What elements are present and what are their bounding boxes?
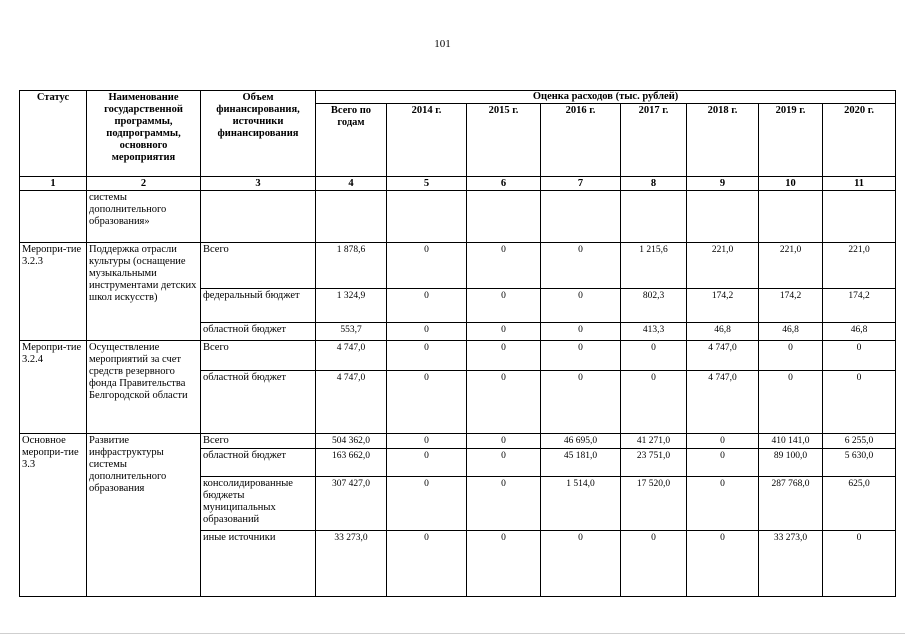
table-row bbox=[20, 434, 896, 449]
measure-name: Развитие инфраструктуры системы дополнительного образования bbox=[87, 434, 201, 597]
column-number: 7 bbox=[541, 177, 621, 191]
value-cell: 0 bbox=[823, 371, 896, 434]
value-cell: 0 bbox=[387, 323, 467, 341]
column-number: 8 bbox=[621, 177, 687, 191]
value-cell: 1 215,6 bbox=[621, 243, 687, 289]
value-cell: 6 255,0 bbox=[823, 434, 896, 449]
header-status: Статус bbox=[20, 91, 87, 177]
header-estimate: Оценка расходов (тыс. рублей) bbox=[316, 91, 896, 104]
header-year: 2014 г. bbox=[387, 104, 467, 177]
value-cell: 33 273,0 bbox=[759, 531, 823, 597]
column-number: 3 bbox=[201, 177, 316, 191]
value-cell bbox=[467, 191, 541, 243]
funding-source: Всего bbox=[201, 434, 316, 449]
header-year: 2016 г. bbox=[541, 104, 621, 177]
value-cell: 307 427,0 bbox=[316, 477, 387, 531]
funding-source: областной бюджет bbox=[201, 371, 316, 434]
value-cell: 0 bbox=[541, 289, 621, 323]
value-cell: 0 bbox=[823, 531, 896, 597]
column-number: 5 bbox=[387, 177, 467, 191]
value-cell: 0 bbox=[387, 341, 467, 371]
value-cell: 41 271,0 bbox=[621, 434, 687, 449]
value-cell: 221,0 bbox=[759, 243, 823, 289]
column-number: 4 bbox=[316, 177, 387, 191]
value-cell: 0 bbox=[687, 434, 759, 449]
value-cell: 46,8 bbox=[823, 323, 896, 341]
measure-status: Меропри-тие 3.2.3 bbox=[20, 243, 87, 341]
table-row bbox=[20, 191, 896, 243]
funding-source: Всего bbox=[201, 243, 316, 289]
value-cell: 0 bbox=[687, 531, 759, 597]
value-cell: 0 bbox=[823, 341, 896, 371]
header-total: Всего по годам bbox=[316, 104, 387, 177]
value-cell: 0 bbox=[467, 449, 541, 477]
value-cell bbox=[823, 191, 896, 243]
value-cell bbox=[687, 191, 759, 243]
value-cell: 0 bbox=[621, 371, 687, 434]
funding-source: федеральный бюджет bbox=[201, 289, 316, 323]
value-cell: 0 bbox=[467, 243, 541, 289]
value-cell: 221,0 bbox=[823, 243, 896, 289]
value-cell: 4 747,0 bbox=[316, 341, 387, 371]
value-cell: 553,7 bbox=[316, 323, 387, 341]
value-cell: 163 662,0 bbox=[316, 449, 387, 477]
page-bottom-divider bbox=[0, 633, 905, 634]
value-cell: 33 273,0 bbox=[316, 531, 387, 597]
header-year: 2020 г. bbox=[823, 104, 896, 177]
value-cell: 46,8 bbox=[687, 323, 759, 341]
value-cell bbox=[621, 191, 687, 243]
header-name: Наименование государственной программы, подпрограммы, основного мероприятия bbox=[87, 91, 201, 177]
header-year: 2017 г. bbox=[621, 104, 687, 177]
value-cell: 1 878,6 bbox=[316, 243, 387, 289]
value-cell: 23 751,0 bbox=[621, 449, 687, 477]
value-cell: 0 bbox=[541, 531, 621, 597]
value-cell: 0 bbox=[467, 434, 541, 449]
value-cell: 0 bbox=[467, 531, 541, 597]
funding-source: областной бюджет bbox=[201, 449, 316, 477]
value-cell: 0 bbox=[621, 531, 687, 597]
value-cell: 0 bbox=[387, 243, 467, 289]
header-year: 2019 г. bbox=[759, 104, 823, 177]
funding-source: иные источники bbox=[201, 531, 316, 597]
value-cell: 0 bbox=[687, 449, 759, 477]
source-cell bbox=[201, 191, 316, 243]
column-number: 10 bbox=[759, 177, 823, 191]
column-numbers-row bbox=[20, 177, 896, 191]
value-cell: 1 514,0 bbox=[541, 477, 621, 531]
value-cell: 89 100,0 bbox=[759, 449, 823, 477]
header-year: 2015 г. bbox=[467, 104, 541, 177]
value-cell: 0 bbox=[541, 341, 621, 371]
column-number: 9 bbox=[687, 177, 759, 191]
funding-source: Всего bbox=[201, 341, 316, 371]
measure-status: Меропри-тие 3.2.4 bbox=[20, 341, 87, 434]
value-cell: 5 630,0 bbox=[823, 449, 896, 477]
value-cell: 0 bbox=[467, 323, 541, 341]
value-cell: 4 747,0 bbox=[316, 371, 387, 434]
value-cell: 0 bbox=[387, 371, 467, 434]
value-cell: 174,2 bbox=[687, 289, 759, 323]
measure-name: Осуществление мероприятий за счет средств резервного фонда Правительства Белгородской области bbox=[87, 341, 201, 434]
value-cell: 0 bbox=[387, 289, 467, 323]
value-cell: 0 bbox=[759, 371, 823, 434]
value-cell: 0 bbox=[541, 371, 621, 434]
value-cell: 625,0 bbox=[823, 477, 896, 531]
value-cell: 410 141,0 bbox=[759, 434, 823, 449]
value-cell bbox=[541, 191, 621, 243]
page-number: 101 bbox=[434, 38, 451, 50]
column-number: 11 bbox=[823, 177, 896, 191]
table-row bbox=[20, 243, 896, 289]
measure-name: Поддержка отрасли культуры (оснащение музыкальными инструментами детских школ искусств) bbox=[87, 243, 201, 341]
value-cell: 0 bbox=[687, 477, 759, 531]
value-cell bbox=[759, 191, 823, 243]
value-cell: 174,2 bbox=[759, 289, 823, 323]
value-cell: 0 bbox=[387, 434, 467, 449]
column-number: 1 bbox=[20, 177, 87, 191]
value-cell bbox=[387, 191, 467, 243]
value-cell: 0 bbox=[541, 323, 621, 341]
status-cell bbox=[20, 191, 87, 243]
value-cell: 802,3 bbox=[621, 289, 687, 323]
value-cell bbox=[316, 191, 387, 243]
value-cell: 0 bbox=[759, 341, 823, 371]
value-cell: 174,2 bbox=[823, 289, 896, 323]
value-cell: 0 bbox=[541, 243, 621, 289]
value-cell: 4 747,0 bbox=[687, 341, 759, 371]
value-cell: 17 520,0 bbox=[621, 477, 687, 531]
funding-source: областной бюджет bbox=[201, 323, 316, 341]
column-number: 2 bbox=[87, 177, 201, 191]
value-cell: 46,8 bbox=[759, 323, 823, 341]
value-cell: 287 768,0 bbox=[759, 477, 823, 531]
column-number: 6 bbox=[467, 177, 541, 191]
value-cell: 0 bbox=[467, 289, 541, 323]
value-cell: 45 181,0 bbox=[541, 449, 621, 477]
value-cell: 0 bbox=[621, 341, 687, 371]
expense-table bbox=[19, 90, 896, 597]
value-cell: 0 bbox=[467, 371, 541, 434]
value-cell: 1 324,9 bbox=[316, 289, 387, 323]
value-cell: 413,3 bbox=[621, 323, 687, 341]
header-year: 2018 г. bbox=[687, 104, 759, 177]
value-cell: 4 747,0 bbox=[687, 371, 759, 434]
header-volume: Объем финансирования, источники финансирования bbox=[201, 91, 316, 177]
value-cell: 0 bbox=[387, 449, 467, 477]
table-row bbox=[20, 341, 896, 371]
value-cell: 46 695,0 bbox=[541, 434, 621, 449]
value-cell: 0 bbox=[387, 531, 467, 597]
value-cell: 0 bbox=[387, 477, 467, 531]
measure-name: системы дополнительного образования» bbox=[87, 191, 201, 243]
measure-status: Основное меропри-тие 3.3 bbox=[20, 434, 87, 597]
value-cell: 504 362,0 bbox=[316, 434, 387, 449]
value-cell: 0 bbox=[467, 341, 541, 371]
value-cell: 221,0 bbox=[687, 243, 759, 289]
value-cell: 0 bbox=[467, 477, 541, 531]
funding-source: консолидированные бюджеты муниципальных образований bbox=[201, 477, 316, 531]
